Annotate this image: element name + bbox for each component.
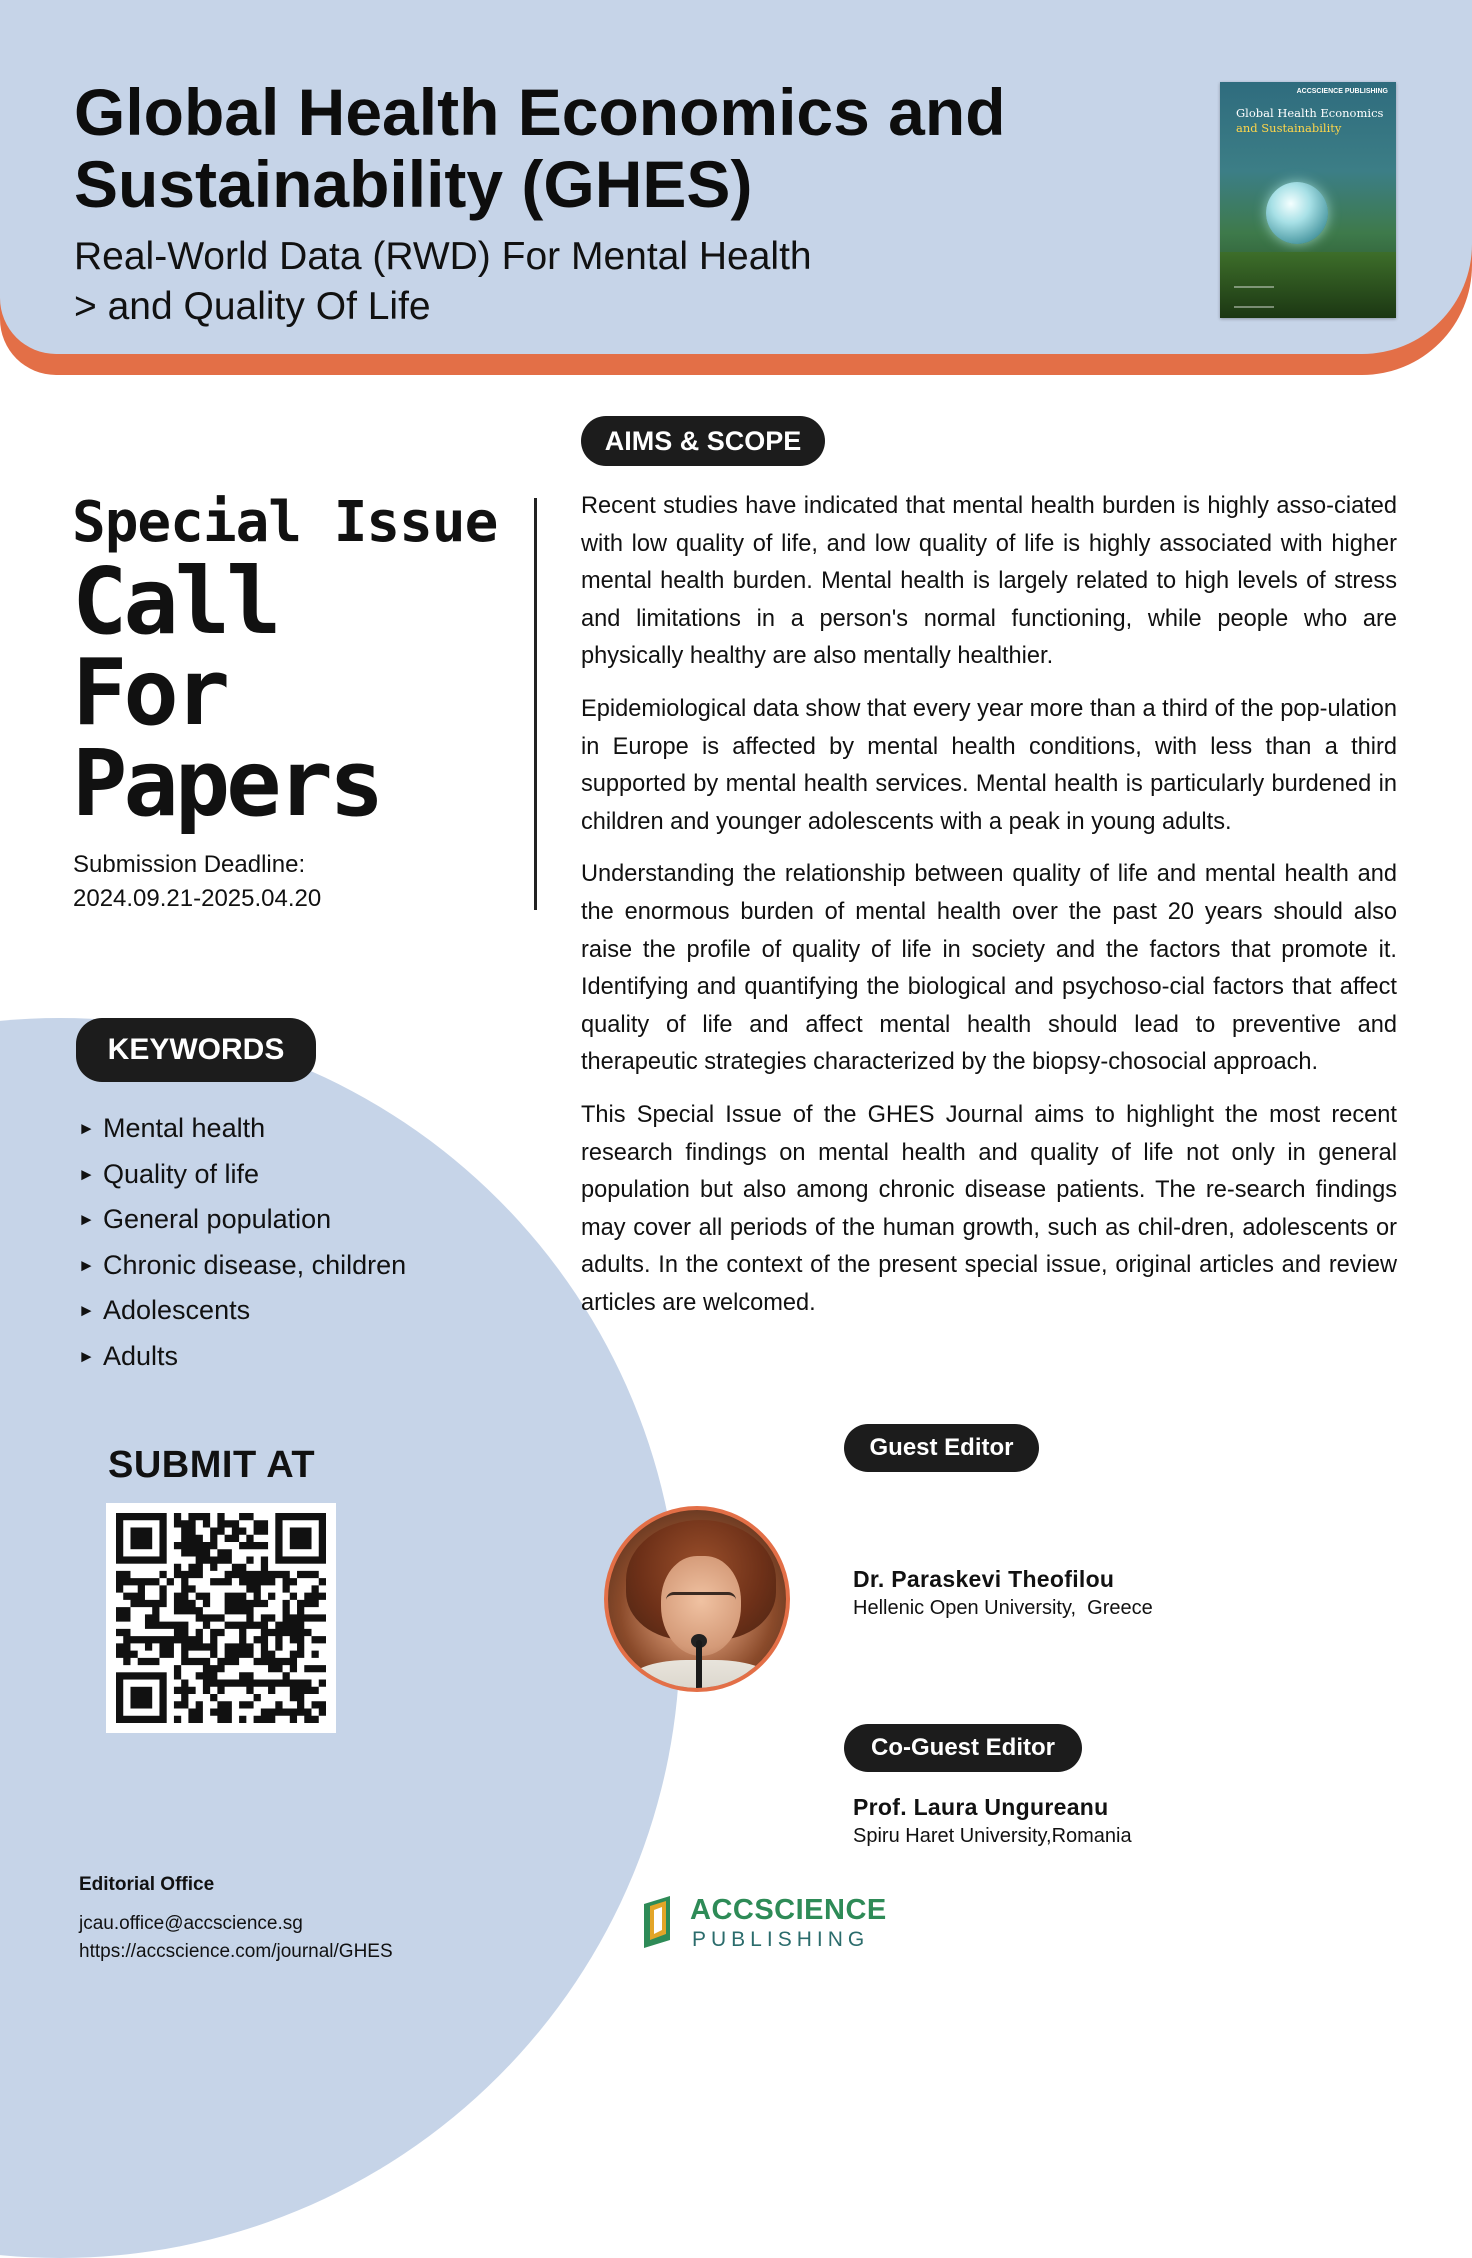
for-line: For xyxy=(72,639,227,746)
logo-science: SCIENCE xyxy=(754,1894,887,1926)
keyword-text: Chronic disease, children xyxy=(103,1249,407,1280)
submission-deadline xyxy=(73,848,321,916)
aims-paragraph-3: Understanding the relationship between quality of life and mental health and the enormous burden of mental health over the past 20 years should also raise the profile of quality of life in society and the factors that promote it. Identifying and quantifying the biological and psychoso-cial factors that affect quality of life and affect mental health should lead to preventive and therapeutic strategies characterized by the biopsy-chosocial approach. xyxy=(581,861,1397,1076)
aims-scope-label: AIMS & SCOPE xyxy=(581,416,825,466)
editorial-office-email[interactable]: jcau.office@accscience.sg xyxy=(79,1913,303,1934)
book-logo-icon xyxy=(640,1894,676,1948)
keyword-text: Mental health xyxy=(103,1113,266,1143)
bullet-arrow-icon: ► xyxy=(78,1164,95,1184)
co-guest-editor-name: Prof. Laura Ungureanu xyxy=(853,1794,1109,1820)
cover-title-line-2: and Sustainability xyxy=(1236,121,1342,135)
keywords-label: KEYWORDS xyxy=(76,1018,316,1082)
subtitle-line-1: Real-World Data (RWD) For Mental Health xyxy=(74,235,812,278)
papers-line: Papers xyxy=(72,730,381,837)
keywords-list xyxy=(78,1106,406,1379)
aims-paragraph-4: This Special Issue of the GHES Journal aims to highlight the most recent research findings on mental health and quality of life not only in general population but also among chronic disease patients. The re-search findings may cover all periods of the human growth, such as chil-dren, adolescents or adults. In the context of the present special issue, original articles and review articles are welcomed. xyxy=(581,1101,1397,1316)
guest-editor-photo xyxy=(604,1506,790,1692)
editorial-office xyxy=(79,1874,393,1966)
header-panel xyxy=(0,0,1472,354)
vertical-divider xyxy=(534,498,537,910)
microphone-stand xyxy=(696,1640,702,1692)
qr-code-icon xyxy=(116,1513,326,1723)
cover-title xyxy=(1236,106,1386,136)
keyword-item xyxy=(78,1106,406,1152)
cover-globe-icon xyxy=(1266,182,1328,244)
cover-publisher: ACCSCIENCE PUBLISHING xyxy=(1296,88,1388,95)
editorial-office-url[interactable]: https://accscience.com/journal/GHES xyxy=(79,1941,393,1962)
bullet-arrow-icon: ► xyxy=(78,1346,95,1366)
guest-editor-label: Guest Editor xyxy=(844,1424,1039,1472)
cover-title-line-1: Global Health Economics xyxy=(1236,106,1384,120)
keyword-text: General population xyxy=(103,1204,332,1234)
keyword-text: Adults xyxy=(103,1340,179,1371)
aims-paragraph-1: Recent studies have indicated that mental health burden is highly asso-ciated with low quality of life, and low quality of life is highly associated with higher mental health burden. Mental health is largely related to high levels of stress and limitations in a person's normal functioning, while people who are physically healthy are also mentally healthier. xyxy=(581,493,1397,670)
guest-editor-affiliation: Hellenic Open University, Greece xyxy=(853,1597,1153,1619)
subtitle-line-2: > and Quality Of Life xyxy=(74,285,431,328)
keyword-text: Adolescents xyxy=(103,1295,251,1325)
call-line: Call xyxy=(72,548,278,655)
deadline-value: 2024.09.21-2025.04.20 xyxy=(73,885,322,912)
special-issue-line: Special Issue xyxy=(72,490,498,555)
aims-scope-body xyxy=(581,488,1397,1337)
guest-editor-name: Dr. Paraskevi Theofilou xyxy=(853,1566,1115,1592)
deadline-label: Submission Deadline: xyxy=(73,851,306,878)
cover-footer-lines xyxy=(1234,286,1274,308)
editorial-office-title: Editorial Office xyxy=(79,1874,215,1895)
bullet-arrow-icon: ► xyxy=(78,1210,95,1229)
bullet-arrow-icon: ► xyxy=(78,1255,95,1275)
issue-subtitle xyxy=(74,232,974,332)
logo-publishing: PUBLISHING xyxy=(692,1928,870,1951)
aims-paragraph-2: Epidemiological data show that every year more than a third of the pop-ulation in Europe is affected by mental health conditions, with less than a third supported by mental health services. Mental health is particularly burdened in children and younger adolescents with a peak in young adults. xyxy=(581,695,1397,835)
co-guest-editor-affiliation: Spiru Haret University,Romania xyxy=(853,1825,1132,1847)
submit-at-heading: SUBMIT AT xyxy=(108,1444,316,1486)
keyword-item xyxy=(78,1243,406,1289)
keyword-item xyxy=(78,1197,406,1243)
journal-title: Global Health Economics and Sustainability (GHES) xyxy=(74,75,1006,221)
bullet-arrow-icon: ► xyxy=(78,1119,95,1138)
bullet-arrow-icon: ► xyxy=(78,1301,95,1320)
keyword-item xyxy=(78,1152,406,1198)
co-guest-editor-label: Co-Guest Editor xyxy=(844,1724,1082,1772)
accscience-logo xyxy=(640,1890,887,1952)
photo-glasses xyxy=(666,1592,736,1611)
journal-cover-image xyxy=(1220,82,1396,318)
logo-acc: ACC xyxy=(690,1894,755,1926)
special-issue-heading xyxy=(72,490,498,837)
qr-code[interactable] xyxy=(106,1503,336,1733)
keyword-item xyxy=(78,1334,406,1380)
keyword-item xyxy=(78,1288,406,1334)
cover-forest-ground xyxy=(1220,252,1396,318)
header-banner xyxy=(0,0,1472,375)
keyword-text: Quality of life xyxy=(103,1158,260,1189)
logo-wordmark xyxy=(690,1894,887,1927)
